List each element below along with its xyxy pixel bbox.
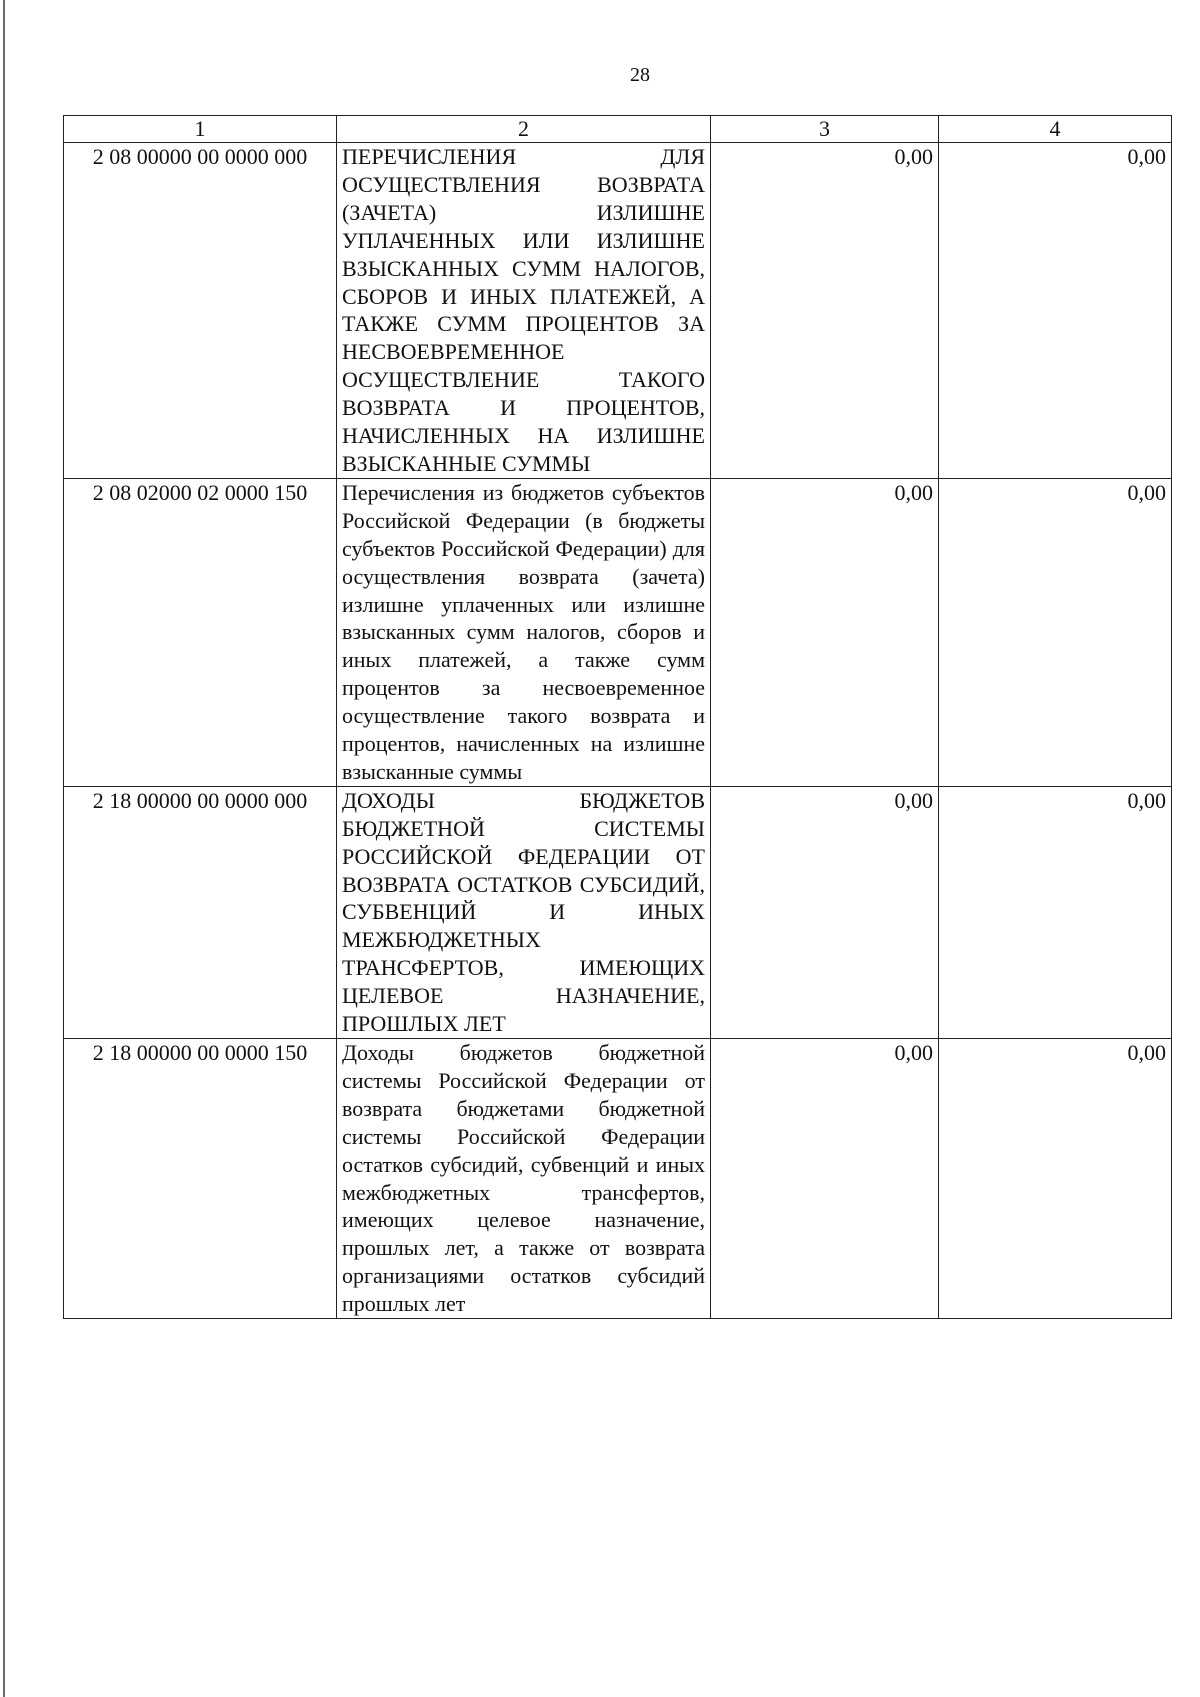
amount-col4: 0,00 xyxy=(939,786,1172,1038)
amount-col4: 0,00 xyxy=(939,1039,1172,1319)
amount-col4: 0,00 xyxy=(939,478,1172,786)
table-row xyxy=(64,478,1172,786)
column-header-4: 4 xyxy=(939,116,1172,143)
amount-col4: 0,00 xyxy=(939,143,1172,479)
amount-col3: 0,00 xyxy=(711,786,939,1038)
table-row xyxy=(64,786,1172,1038)
amount-col3: 0,00 xyxy=(711,1039,939,1319)
page-number: 28 xyxy=(630,64,650,86)
amount-col3: 0,00 xyxy=(711,143,939,479)
table-row xyxy=(64,1039,1172,1319)
column-header-3: 3 xyxy=(711,116,939,143)
budget-revenue-table xyxy=(63,115,1172,1319)
revenue-name: ДОХОДЫ БЮДЖЕТОВ БЮДЖЕТНОЙ СИСТЕМЫ РОССИЙСКОЙ ФЕДЕРАЦИИ ОТ ВОЗВРАТА ОСТАТКОВ СУБСИДИЙ, СУБВЕНЦИЙ И ИНЫХ МЕЖБЮДЖЕТНЫХ ТРАНСФЕРТОВ, ИМЕЮЩИХ ЦЕЛЕВОЕ НАЗНАЧЕНИЕ, ПРОШЛЫХ ЛЕТ xyxy=(337,786,711,1038)
amount-col3: 0,00 xyxy=(711,478,939,786)
budget-code: 2 08 02000 02 0000 150 xyxy=(64,478,337,786)
scan-edge-line xyxy=(3,0,5,1697)
table-row xyxy=(64,143,1172,479)
column-header-1: 1 xyxy=(64,116,337,143)
revenue-name: Доходы бюджетов бюджетной системы Российской Федерации от возврата бюджетами бюджетной системы Российской Федерации остатков субсидий, субвенций и иных межбюджетных трансфертов, имеющих целевое назначение, прошлых лет, а также от возврата организациями остатков субсидий прошлых лет xyxy=(337,1039,711,1319)
revenue-name: Перечисления из бюджетов субъектов Российской Федерации (в бюджеты субъектов Российской Федерации) для осуществления возврата (зачета) излишне уплаченных или излишне взысканных сумм налогов, сборов и иных платежей, а также сумм процентов за несвоевременное осуществление такого возврата и процентов, начисленных на излишне взысканные суммы xyxy=(337,478,711,786)
budget-code: 2 08 00000 00 0000 000 xyxy=(64,143,337,479)
table-body xyxy=(64,143,1172,1319)
budget-code: 2 18 00000 00 0000 150 xyxy=(64,1039,337,1319)
revenue-name: ПЕРЕЧИСЛЕНИЯ ДЛЯ ОСУЩЕСТВЛЕНИЯ ВОЗВРАТА (ЗАЧЕТА) ИЗЛИШНЕ УПЛАЧЕННЫХ ИЛИ ИЗЛИШНЕ ВЗЫСКАННЫХ СУММ НАЛОГОВ, СБОРОВ И ИНЫХ ПЛАТЕЖЕЙ, А ТАКЖЕ СУММ ПРОЦЕНТОВ ЗА НЕСВОЕВРЕМЕННОЕ ОСУЩЕСТВЛЕНИЕ ТАКОГО ВОЗВРАТА И ПРОЦЕНТОВ, НАЧИСЛЕННЫХ НА ИЗЛИШНЕ ВЗЫСКАННЫЕ СУММЫ xyxy=(337,143,711,479)
budget-code: 2 18 00000 00 0000 000 xyxy=(64,786,337,1038)
column-header-2: 2 xyxy=(337,116,711,143)
header-row xyxy=(64,116,1172,143)
table-header xyxy=(64,116,1172,143)
